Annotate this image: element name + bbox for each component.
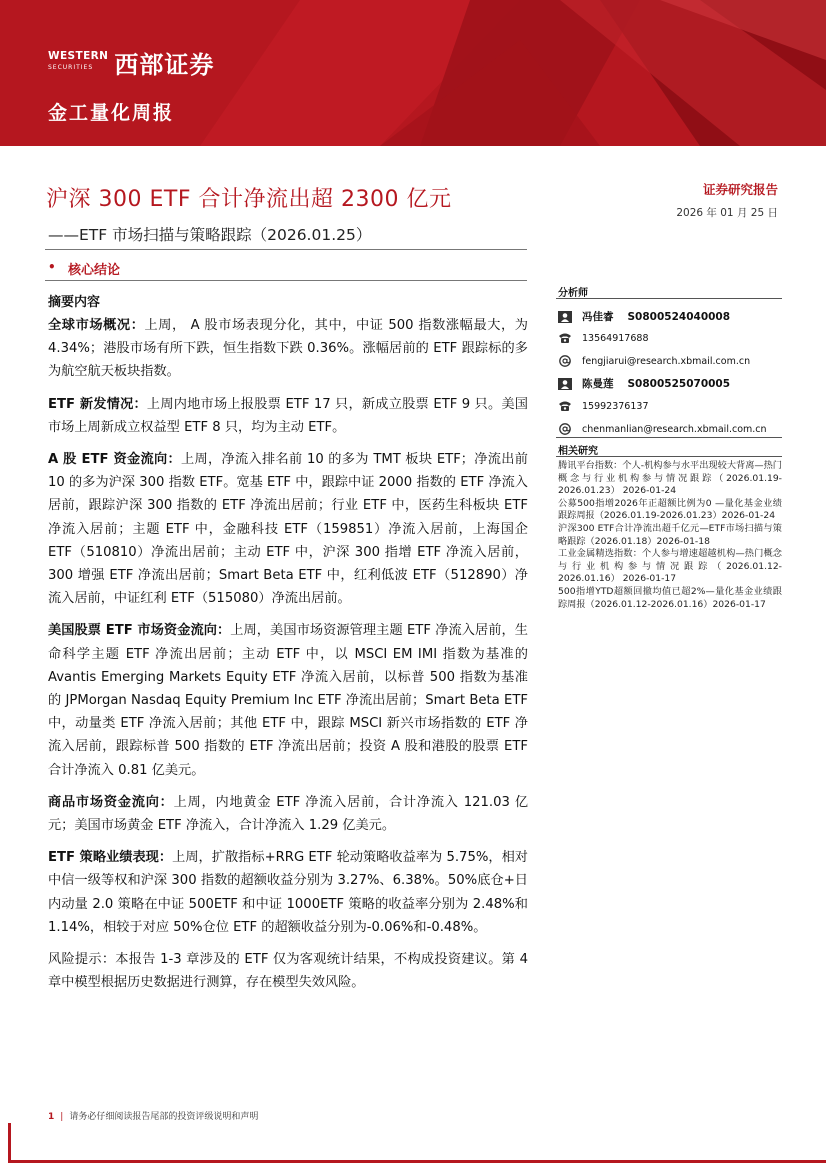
bullet-icon: •: [48, 260, 56, 274]
logo-chinese: 西部证券: [114, 50, 215, 79]
summary-heading: 摘要内容: [48, 295, 101, 310]
person-icon: [558, 378, 572, 390]
analyst-email-row[interactable]: [558, 355, 750, 367]
paragraph-strategy-performance: [48, 846, 528, 939]
analyst-name: 冯佳睿: [582, 311, 614, 323]
page-number: 1: [48, 1112, 55, 1122]
analyst-cert: S0800524040008: [627, 310, 731, 323]
analyst-email-row[interactable]: [558, 423, 767, 435]
email-icon: [558, 423, 572, 435]
analysts-heading: 分析师: [558, 288, 588, 299]
email-icon: [558, 355, 572, 367]
summary-body: [48, 314, 528, 1003]
paragraph-a-share-flow: [48, 448, 528, 610]
analyst-phone: 13564917688: [582, 332, 649, 344]
report-label: 证券研究报告: [702, 182, 778, 197]
paragraph-text: 上周内地市场上报股票 ETF 17 只，新成立股票 ETF 9 只。美国市场上周新成立权益型 ETF 8 只，均为主动 ETF。: [48, 396, 528, 435]
analyst-email-link[interactable]: fengjiarui@research.xbmail.com.cn: [582, 355, 751, 367]
paragraph-lead: A 股 ETF 资金流向：: [48, 452, 181, 468]
related-research-item[interactable]: 工业金属精选指数：个人参与增速超越机构—热门概念与行业机构参与情况跟踪（2026.01.12-2026.01.16） 2026-01-17: [558, 548, 782, 585]
paragraph-text: 上周， A 股市场表现分化，其中，中证 500 指数涨幅最大，为 4.34%；港股市场有所下跌，恒生指数下跌 0.36%。涨幅居前的 ETF 跟踪标的多为航空航天板块指数。: [48, 318, 528, 380]
analyst-phone-row: [558, 400, 649, 412]
risk-text: 风险提示：本报告 1-3 章涉及的 ETF 仅为客观统计结果，不构成投资建议。第 4 章中模型根据历史数据进行测算，存在模型失效风险。: [48, 952, 528, 991]
analyst-phone: 15992376137: [582, 400, 649, 412]
paragraph-lead: ETF 策略业绩表现：: [48, 850, 173, 866]
disclaimer-note: 请务必仔细阅读报告尾部的投资评级说明和声明: [69, 1112, 259, 1122]
paragraph-text: 上周，内地黄金 ETF 净流入居前，合计净流入 121.03 亿元；美国市场黄金 ETF 净流入，合计净流入 1.29 亿美元。: [48, 794, 529, 834]
paragraph-commodity-flow: [48, 791, 528, 837]
paragraph-lead: 美国股票 ETF 市场资金流向：: [48, 623, 231, 639]
analyst-email-link[interactable]: chenmanlian@research.xbmail.com.cn: [582, 423, 767, 435]
core-conclusion-heading: 核心结论: [68, 263, 121, 278]
person-icon: [558, 311, 572, 323]
paragraph-new-etf: [48, 393, 528, 439]
analyst-name: 陈曼莲: [582, 378, 614, 390]
paragraph-global-market: [48, 314, 528, 384]
header-banner: [0, 0, 826, 146]
related-research-item[interactable]: 腾讯平台指数：个人-机构参与水平出现较大背离—热门概念与行业机构参与情况跟踪（2026.01.19-2026.01.23） 2026-01-24: [558, 460, 782, 497]
paragraph-text: 上周，扩散指标+RRG ETF 轮动策略收益率为 5.75%，相对中信一级等权和沪深 300 指数的超额收益分别为 3.27%、6.38%。50%底仓+日内动量 2.0 策略在中证 500ETF 和中证 1000ETF 策略的收益率分别为 2.48%和 1.14%，相较于对应 50%仓位 ETF 的超额收益分别为-0.06%和-0.48%。: [48, 850, 528, 935]
analyst-row: [558, 309, 730, 324]
divider: [556, 298, 782, 299]
divider: [45, 280, 527, 281]
paragraph-lead: 全球市场概况：: [48, 318, 145, 333]
divider: [45, 249, 527, 250]
brand-logo: [48, 46, 214, 78]
divider: [556, 456, 782, 457]
page-title: 沪深 300 ETF 合计净流出超 2300 亿元: [46, 187, 452, 212]
analyst-phone-row: [558, 332, 649, 344]
related-research-item[interactable]: 公募500指增2026年正超额比例为0 —量化基金业绩跟踪周报（2026.01.19-2026.01.23）2026-01-24: [558, 497, 782, 522]
logo-en-text: WESTERN: [48, 50, 109, 62]
paragraph-lead: ETF 新发情况：: [48, 396, 147, 412]
phone-icon: [558, 332, 572, 344]
logo-en-sub: SECURITIES: [48, 64, 94, 71]
related-research-item[interactable]: 沪深300 ETF合计净流出超千亿元—ETF市场扫描与策略跟踪（2026.01.18）2026-01-18: [558, 522, 782, 547]
paragraph-lead: 商品市场资金流向：: [48, 794, 174, 810]
report-date: 2026 年 01 月 25 日: [676, 207, 778, 219]
paragraph-us-flow: [48, 619, 528, 781]
related-research-item[interactable]: 500指增YTD超额回撤均值已超2%—量化基金业绩跟踪周报（2026.01.12-2026.01.16）2026-01-17: [558, 585, 782, 610]
logo-english: [48, 51, 108, 73]
analyst-row: [558, 376, 730, 391]
analyst-cert: S0800525070005: [627, 377, 731, 390]
paragraph-text: 上周，净流入排名前 10 的多为 TMT 板块 ETF；净流出前 10 的多为沪深 300 指数 ETF。宽基 ETF 中，跟踪中证 2000 指数的 ETF 净流入居前，跟踪沪深 300 指数的 ETF 净流出居前；行业 ETF 中，医药生科板块 ETF 净流入居前；主题 ETF 中，金融科技 ETF（159851）净流入居前，上海国企 ETF（510810）净流出居前；主动 ETF 中，沪深 300 指增 ETF 净流入居前，300 增强 ETF 净流出居前；Smart Beta ETF 中，红利低波 ETF（512890）净流入居前，中证红利 ETF（515080）净流出居前。: [48, 452, 528, 607]
corner-decoration: [0, 1123, 826, 1169]
paragraph-risk: [48, 948, 528, 994]
page-footer: [48, 1109, 258, 1122]
report-type: 金工量化周报: [48, 102, 175, 124]
related-research-heading: 相关研究: [558, 446, 598, 457]
page-subtitle: ——ETF 市场扫描与策略跟踪（2026.01.25）: [48, 226, 372, 244]
paragraph-text: 上周，美国市场资源管理主题 ETF 净流入居前，生命科学主题 ETF 净流出居前；主动 ETF 中，以 MSCI EM IMI 指数为基准的 Avantis Emerging Markets Equity ETF 净流入居前，以标普 500 指数为基准的 JPMorgan Nasdaq Equity Premium Inc ETF 净流出居前；Smart Beta ETF 中，动量类 ETF 净流入居前；其他 ETF 中，跟踪 MSCI 新兴市场指数的 ETF 净流入居前，跟踪标普 500 指数的 ETF 净流出居前；投资 A 股和港股的股票 ETF 合计净流入 0.81 亿美元。: [48, 623, 528, 778]
footer-separator: |: [60, 1112, 64, 1122]
divider: [556, 437, 782, 438]
related-research-list: [558, 460, 782, 611]
phone-icon: [558, 400, 572, 412]
